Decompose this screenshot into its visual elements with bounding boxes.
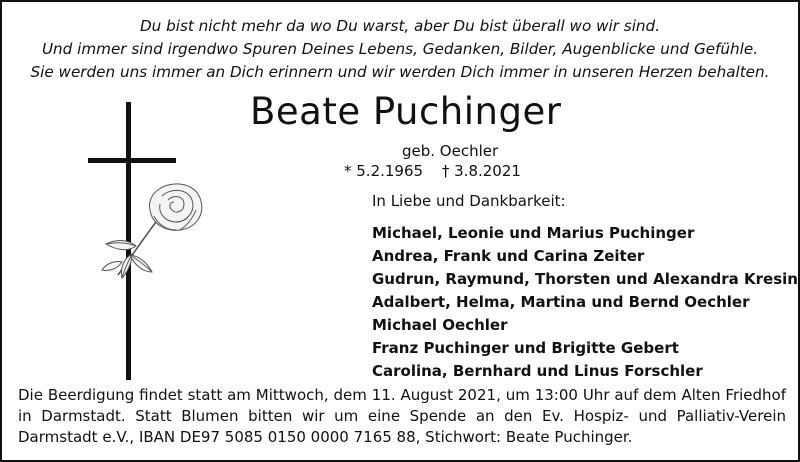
life-dates (344, 162, 535, 180)
poem-line-2: Und immer sind irgendwo Spuren Deines Lebens, Gedanken, Bilder, Augenblicke und Gefühle. (41, 40, 759, 58)
death-date: † 3.8.2021 (441, 162, 521, 180)
mourner-item: Franz Puchinger und Brigitte Gebert (372, 339, 679, 357)
birth-date: * 5.2.1965 (344, 162, 424, 180)
poem (2, 15, 798, 84)
funeral-line-1: Die Beerdigung findet statt am Mittwoch, dem 11. August 2021, um 13:00 Uhr auf dem Alten Friedhof (18, 386, 786, 404)
funeral-line-2: in Darmstadt. Statt Blumen bitten wir um eine Spende an den Ev. Hospiz- und Palliativ-Verein (18, 407, 786, 425)
mourner-item: Adalbert, Helma, Martina und Bernd Oechler (372, 293, 750, 311)
mourner-item: Michael, Leonie und Marius Puchinger (372, 224, 695, 242)
funeral-details (18, 385, 786, 448)
mourner-item: Andrea, Frank und Carina Zeiter (372, 247, 645, 265)
poem-line-3: Sie werden uns immer an Dich erinnern und wir werden Dich immer in unseren Herzen behalten. (30, 63, 770, 81)
mourner-item: Michael Oechler (372, 316, 508, 334)
mourner-item: Gudrun, Raymund, Thorsten und Alexandra Kresin (372, 270, 798, 288)
thanks-line: In Liebe und Dankbarkeit: (372, 192, 566, 210)
deceased-name: Beate Puchinger (250, 90, 562, 133)
poem-line-1: Du bist nicht mehr da wo Du warst, aber Du bist überall wo wir sind. (139, 17, 661, 35)
maiden-name: geb. Oechler (402, 142, 499, 160)
mourner-list (372, 222, 798, 383)
funeral-line-3: Darmstadt e.V., IBAN DE97 5085 0150 0000 7165 88, Stichwort: Beate Puchinger. (18, 428, 633, 446)
rose-icon (96, 180, 206, 280)
mourner-item: Carolina, Bernhard und Linus Forschler (372, 362, 703, 380)
